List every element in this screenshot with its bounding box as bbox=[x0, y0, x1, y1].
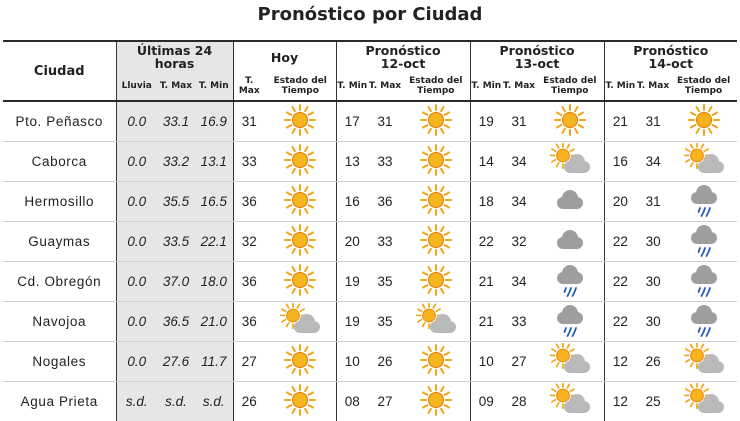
forecast-tmax-value: 34 bbox=[636, 142, 670, 182]
weather-cell bbox=[402, 262, 470, 302]
forecast-tmax-value: 31 bbox=[636, 101, 670, 142]
header-tmin: T. Min bbox=[195, 72, 233, 101]
hoy-tmax-value: 31 bbox=[233, 101, 265, 142]
forecast-tmax-value: 34 bbox=[502, 182, 536, 222]
weather-cell bbox=[265, 182, 336, 222]
forecast-tmax-value: 33 bbox=[502, 302, 536, 342]
lluvia-value: 0.0 bbox=[116, 142, 157, 182]
forecast-tmax-value: 31 bbox=[502, 101, 536, 142]
partly-cloudy-icon bbox=[684, 143, 724, 177]
forecast-tmin-value: 22 bbox=[604, 302, 636, 342]
table-row bbox=[3, 101, 737, 142]
tmin-24h-value: 13.1 bbox=[195, 142, 233, 182]
city-name: Cd. Obregón bbox=[3, 262, 116, 302]
weather-cell bbox=[670, 101, 737, 142]
tmin-24h-value: s.d. bbox=[195, 382, 233, 421]
forecast-tmax-value: 31 bbox=[368, 101, 402, 142]
sun-icon bbox=[280, 103, 320, 137]
lluvia-value: 0.0 bbox=[116, 101, 157, 142]
weather-cell bbox=[402, 101, 470, 142]
forecast-tmin-value: 22 bbox=[604, 262, 636, 302]
table-row bbox=[3, 342, 737, 382]
weather-cell bbox=[265, 101, 336, 142]
weather-cell bbox=[536, 182, 604, 222]
forecast-tmax-value: 33 bbox=[368, 142, 402, 182]
city-name: Pto. Peñasco bbox=[3, 101, 116, 142]
tmin-24h-value: 21.0 bbox=[195, 302, 233, 342]
header-forecast-day-1 bbox=[336, 41, 470, 72]
lluvia-value: 0.0 bbox=[116, 302, 157, 342]
sun-icon bbox=[416, 143, 456, 177]
sun-icon bbox=[280, 183, 320, 217]
weather-cell bbox=[536, 302, 604, 342]
header-forecast-date: 14-oct bbox=[649, 56, 694, 71]
partly-cloudy-icon bbox=[416, 303, 456, 337]
weather-cell bbox=[265, 382, 336, 421]
forecast-tmin-value: 12 bbox=[604, 342, 636, 382]
hoy-tmax-value: 32 bbox=[233, 222, 265, 262]
tmax-24h-value: 33.2 bbox=[157, 142, 195, 182]
sun-icon bbox=[416, 383, 456, 417]
city-name: Navojoa bbox=[3, 302, 116, 342]
hoy-tmax-value: 33 bbox=[233, 142, 265, 182]
forecast-tmin-value: 16 bbox=[604, 142, 636, 182]
tmin-24h-value: 16.5 bbox=[195, 182, 233, 222]
tmin-24h-value: 11.7 bbox=[195, 342, 233, 382]
forecast-tmin-value: 19 bbox=[336, 262, 368, 302]
forecast-tmin-value: 16 bbox=[336, 182, 368, 222]
lluvia-value: 0.0 bbox=[116, 182, 157, 222]
partly-cloudy-icon bbox=[684, 383, 724, 417]
forecast-tmax-value: 35 bbox=[368, 302, 402, 342]
forecast-tmax-value: 30 bbox=[636, 262, 670, 302]
sun-icon bbox=[684, 103, 724, 137]
sun-icon bbox=[280, 383, 320, 417]
sun-icon bbox=[550, 103, 590, 137]
forecast-tmin-value: 19 bbox=[470, 101, 502, 142]
table-row bbox=[3, 262, 737, 302]
weather-cell bbox=[536, 142, 604, 182]
partly-cloudy-icon bbox=[684, 343, 724, 377]
hoy-tmax-value: 36 bbox=[233, 302, 265, 342]
forecast-tmax-value: 32 bbox=[502, 222, 536, 262]
forecast-tmin-value: 18 bbox=[470, 182, 502, 222]
weather-cell bbox=[265, 262, 336, 302]
weather-cell bbox=[670, 382, 737, 421]
sun-icon bbox=[416, 103, 456, 137]
header-forecast-label: Pronóstico bbox=[633, 43, 708, 58]
sun-icon bbox=[280, 343, 320, 377]
forecast-tmin-value: 08 bbox=[336, 382, 368, 421]
weather-cell bbox=[402, 182, 470, 222]
forecast-tmin-value: 10 bbox=[470, 342, 502, 382]
tmin-24h-value: 22.1 bbox=[195, 222, 233, 262]
rain-icon bbox=[550, 303, 590, 337]
tmax-24h-value: s.d. bbox=[157, 382, 195, 421]
forecast-tmax-value: 27 bbox=[368, 382, 402, 421]
forecast-tmin-value: 13 bbox=[336, 142, 368, 182]
header-estado: Estado del Tiempo bbox=[265, 72, 336, 101]
tmax-24h-value: 33.1 bbox=[157, 101, 195, 142]
weather-cell bbox=[265, 342, 336, 382]
rain-icon bbox=[684, 223, 724, 257]
sun-icon bbox=[416, 183, 456, 217]
forecast-tmin-value: 22 bbox=[604, 222, 636, 262]
forecast-tmax-value: 26 bbox=[636, 342, 670, 382]
forecast-tmax-value: 30 bbox=[636, 222, 670, 262]
header-city: Ciudad bbox=[3, 41, 116, 101]
forecast-tmin-value: 22 bbox=[470, 222, 502, 262]
weather-cell bbox=[536, 382, 604, 421]
tmax-24h-value: 33.5 bbox=[157, 222, 195, 262]
header-forecast-date: 12-oct bbox=[381, 56, 426, 71]
forecast-tmax-value: 30 bbox=[636, 302, 670, 342]
cloud-icon bbox=[550, 223, 590, 257]
header-lluvia: Lluvia bbox=[116, 72, 157, 101]
forecast-tmax-value: 36 bbox=[368, 182, 402, 222]
city-name: Guaymas bbox=[3, 222, 116, 262]
weather-cell bbox=[670, 222, 737, 262]
cloud-icon bbox=[550, 183, 590, 217]
weather-cell bbox=[402, 342, 470, 382]
weather-cell bbox=[402, 142, 470, 182]
tmax-24h-value: 27.6 bbox=[157, 342, 195, 382]
weather-cell bbox=[265, 222, 336, 262]
weather-cell bbox=[670, 142, 737, 182]
header-forecast-label: Pronóstico bbox=[500, 43, 575, 58]
forecast-tmin-value: 09 bbox=[470, 382, 502, 421]
weather-cell bbox=[536, 262, 604, 302]
forecast-tmax-value: 26 bbox=[368, 342, 402, 382]
partly-cloudy-icon bbox=[550, 343, 590, 377]
table-row bbox=[3, 142, 737, 182]
sun-icon bbox=[416, 223, 456, 257]
sun-icon bbox=[280, 263, 320, 297]
city-name: Caborca bbox=[3, 142, 116, 182]
forecast-tmax-value: 31 bbox=[636, 182, 670, 222]
header-forecast-label: Pronóstico bbox=[365, 43, 440, 58]
weather-cell bbox=[402, 302, 470, 342]
city-name: Hermosillo bbox=[3, 182, 116, 222]
header-forecast-day-2 bbox=[470, 41, 604, 72]
partly-cloudy-icon bbox=[550, 383, 590, 417]
hoy-tmax-value: 26 bbox=[233, 382, 265, 421]
rain-icon bbox=[684, 183, 724, 217]
weather-cell bbox=[402, 222, 470, 262]
table-row bbox=[3, 222, 737, 262]
forecast-tmin-value: 17 bbox=[336, 101, 368, 142]
sun-icon bbox=[416, 343, 456, 377]
header-tmax: T. Max bbox=[502, 72, 536, 101]
weather-cell bbox=[670, 182, 737, 222]
sun-icon bbox=[280, 223, 320, 257]
weather-cell bbox=[402, 382, 470, 421]
header-tmax: T. Max bbox=[233, 72, 265, 101]
forecast-tmin-value: 21 bbox=[604, 101, 636, 142]
rain-icon bbox=[684, 263, 724, 297]
lluvia-value: s.d. bbox=[116, 382, 157, 421]
header-tmax: T. Max bbox=[368, 72, 402, 101]
hoy-tmax-value: 36 bbox=[233, 182, 265, 222]
rain-icon bbox=[550, 263, 590, 297]
header-hoy: Hoy bbox=[233, 41, 336, 72]
forecast-tmax-value: 28 bbox=[502, 382, 536, 421]
weather-cell bbox=[536, 101, 604, 142]
forecast-tmax-value: 25 bbox=[636, 382, 670, 421]
weather-cell bbox=[265, 302, 336, 342]
tmin-24h-value: 18.0 bbox=[195, 262, 233, 302]
header-estado: Estado del Tiempo bbox=[402, 72, 470, 101]
header-forecast-date: 13-oct bbox=[515, 56, 560, 71]
header-tmin: T. Min bbox=[604, 72, 636, 101]
weather-cell bbox=[265, 142, 336, 182]
weather-cell bbox=[536, 222, 604, 262]
header-tmax: T. Max bbox=[157, 72, 195, 101]
lluvia-value: 0.0 bbox=[116, 222, 157, 262]
weather-cell bbox=[670, 262, 737, 302]
weather-cell bbox=[536, 342, 604, 382]
rain-icon bbox=[684, 303, 724, 337]
table-row bbox=[3, 382, 737, 421]
hoy-tmax-value: 27 bbox=[233, 342, 265, 382]
sun-icon bbox=[416, 263, 456, 297]
header-tmin: T. Min bbox=[336, 72, 368, 101]
header-last24: Últimas 24 horas bbox=[116, 41, 233, 72]
tmin-24h-value: 16.9 bbox=[195, 101, 233, 142]
lluvia-value: 0.0 bbox=[116, 342, 157, 382]
forecast-tmin-value: 10 bbox=[336, 342, 368, 382]
forecast-tmax-value: 34 bbox=[502, 142, 536, 182]
forecast-tmax-value: 27 bbox=[502, 342, 536, 382]
sun-icon bbox=[280, 143, 320, 177]
partly-cloudy-icon bbox=[280, 303, 320, 337]
forecast-tmin-value: 21 bbox=[470, 302, 502, 342]
forecast-tmin-value: 20 bbox=[336, 222, 368, 262]
tmax-24h-value: 35.5 bbox=[157, 182, 195, 222]
tmax-24h-value: 36.5 bbox=[157, 302, 195, 342]
table-row bbox=[3, 302, 737, 342]
lluvia-value: 0.0 bbox=[116, 262, 157, 302]
page-title: Pronóstico por Ciudad bbox=[0, 4, 740, 25]
header-tmax: T. Max bbox=[636, 72, 670, 101]
weather-cell bbox=[670, 342, 737, 382]
header-estado: Estado del Tiempo bbox=[536, 72, 604, 101]
header-estado: Estado del Tiempo bbox=[670, 72, 737, 101]
partly-cloudy-icon bbox=[550, 143, 590, 177]
tmax-24h-value: 37.0 bbox=[157, 262, 195, 302]
weather-cell bbox=[670, 302, 737, 342]
hoy-tmax-value: 36 bbox=[233, 262, 265, 302]
forecast-tmax-value: 33 bbox=[368, 222, 402, 262]
forecast-table bbox=[3, 40, 737, 421]
city-name: Agua Prieta bbox=[3, 382, 116, 421]
forecast-tmax-value: 35 bbox=[368, 262, 402, 302]
city-name: Nogales bbox=[3, 342, 116, 382]
forecast-tmin-value: 21 bbox=[470, 262, 502, 302]
table-row bbox=[3, 182, 737, 222]
forecast-tmin-value: 14 bbox=[470, 142, 502, 182]
header-tmin: T. Min bbox=[470, 72, 502, 101]
forecast-tmin-value: 19 bbox=[336, 302, 368, 342]
forecast-tmin-value: 20 bbox=[604, 182, 636, 222]
forecast-tmin-value: 12 bbox=[604, 382, 636, 421]
forecast-tmax-value: 34 bbox=[502, 262, 536, 302]
header-forecast-day-3 bbox=[604, 41, 737, 72]
